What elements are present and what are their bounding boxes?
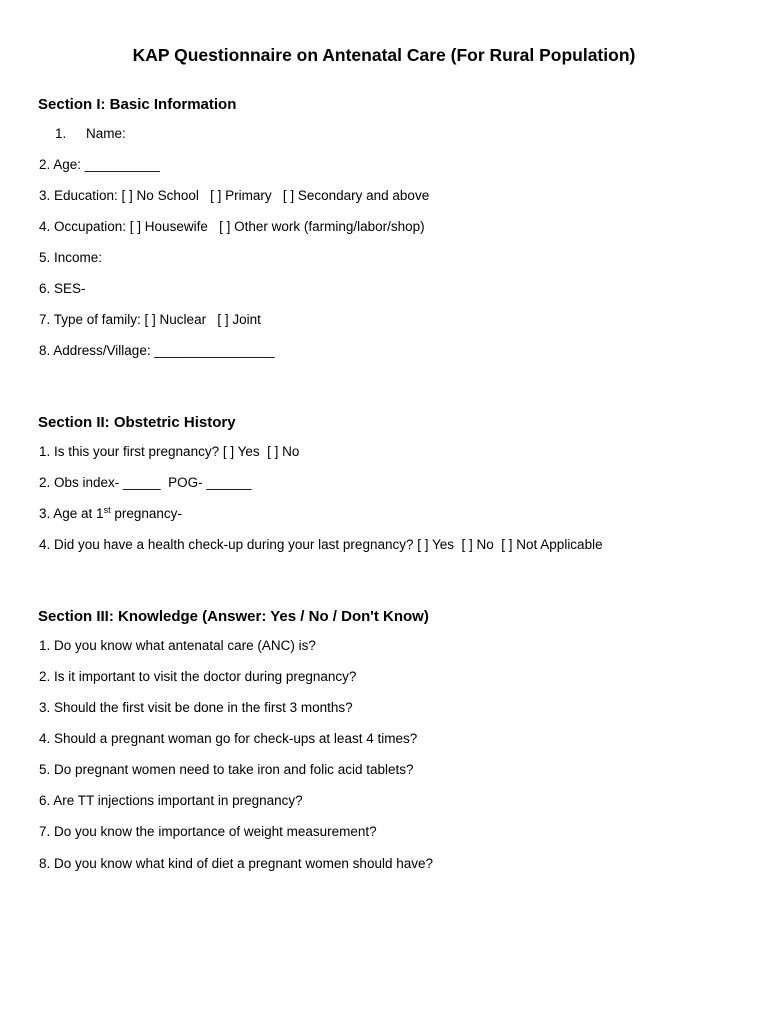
- name-item-label: Name:: [86, 126, 126, 141]
- first-pregnancy-item: 1. Is this your first pregnancy? [ ] Yes [ ] No: [39, 444, 300, 459]
- name-item-number: 1.: [55, 126, 67, 141]
- knowledge-question: 1. Do you know what antenatal care (ANC) is?: [39, 638, 316, 653]
- knowledge-question: 7. Do you know the importance of weight measurement?: [39, 824, 377, 839]
- income-item: 5. Income:: [39, 250, 103, 265]
- education-item: 3. Education: [ ] No School [ ] Primary [ ] Secondary and above: [39, 188, 430, 203]
- family-type-item: 7. Type of family: [ ] Nuclear [ ] Joint: [39, 312, 261, 327]
- address-item: 8. Address/Village: ________________: [39, 343, 275, 358]
- knowledge-question: 6. Are TT injections important in pregnancy?: [39, 793, 303, 808]
- age-first-pregnancy-item: [39, 505, 182, 523]
- document-title: KAP Questionnaire on Antenatal Care (For Rural Population): [132, 45, 636, 65]
- age-first-pregnancy-suffix: pregnancy-: [110, 506, 182, 521]
- health-checkup-item: 4. Did you have a health check-up during your last pregnancy? [ ] Yes [ ] No [ ] Not Applicable: [39, 537, 603, 552]
- section-3-heading: Section III: Knowledge (Answer: Yes / No / Don't Know): [38, 608, 429, 625]
- section-2-heading: Section II: Obstetric History: [38, 414, 236, 431]
- age-item: 2. Age: __________: [39, 157, 160, 172]
- knowledge-question: 3. Should the first visit be done in the first 3 months?: [39, 700, 353, 715]
- section-1-heading: Section I: Basic Information: [38, 96, 237, 113]
- obs-index-item: 2. Obs index- _____ POG- ______: [39, 475, 252, 490]
- knowledge-question: 4. Should a pregnant woman go for check-ups at least 4 times?: [39, 731, 418, 746]
- ordinal-superscript: st: [103, 505, 111, 515]
- name-item: [55, 125, 126, 143]
- age-first-pregnancy-text: 3. Age at 1: [39, 506, 104, 521]
- knowledge-question: 2. Is it important to visit the doctor during pregnancy?: [39, 669, 357, 684]
- knowledge-question: 5. Do pregnant women need to take iron and folic acid tablets?: [39, 762, 414, 777]
- knowledge-question: 8. Do you know what kind of diet a pregnant women should have?: [39, 856, 433, 871]
- ses-item: 6. SES-: [39, 281, 86, 296]
- occupation-item: 4. Occupation: [ ] Housewife [ ] Other work (farming/labor/shop): [39, 219, 425, 234]
